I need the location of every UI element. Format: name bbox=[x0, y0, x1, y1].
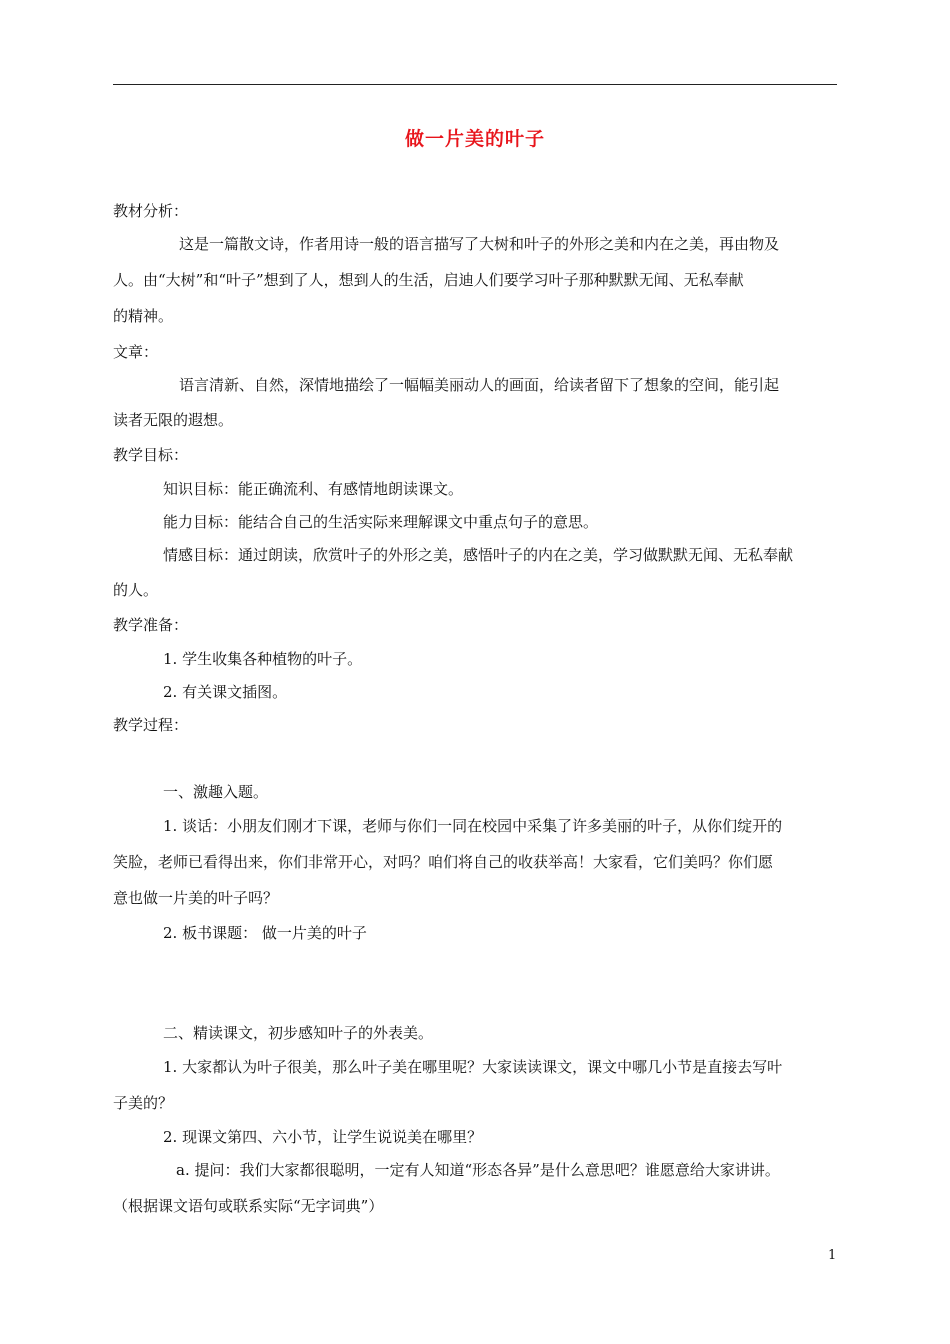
paragraph-line: 2. 现课文第四、六小节，让学生说说美在哪里？ bbox=[163, 1128, 483, 1146]
list-item: 1. 学生收集各种植物的叶子。 bbox=[163, 650, 363, 668]
paragraph-line: 1. 大家都认为叶子很美，那么叶子美在哪里呢？大家读读课文，课文中哪几小节是直接去写叶 bbox=[163, 1058, 783, 1076]
paragraph-line: 这是一篇散文诗，作者用诗一般的语言描写了大树和叶子的外形之美和内在之美，再由物及 bbox=[179, 235, 780, 253]
paragraph-line: 意也做一片美的叶子吗？ bbox=[113, 889, 279, 907]
section-heading: 教学目标： bbox=[113, 446, 189, 464]
paragraph-line: 笑脸，老师已看得出来，你们非常开心，对吗？咱们将自己的收获举高！大家看，它们美吗？你们愿 bbox=[113, 853, 774, 871]
paragraph-line: 的人。 bbox=[113, 581, 159, 599]
section-heading: 教学准备： bbox=[113, 616, 189, 634]
paragraph-line: 情感目标：通过朗读，欣赏叶子的外形之美，感悟叶子的内在之美，学习做默默无闻、无私奉献 bbox=[163, 546, 794, 564]
page-number: 1 bbox=[828, 1248, 837, 1263]
step-heading: 一、激趣入题。 bbox=[163, 783, 269, 801]
step-heading: 二、精读课文，初步感知叶子的外表美。 bbox=[163, 1024, 434, 1042]
document-title: 做一片美的叶子 bbox=[404, 128, 545, 150]
paragraph-line: 语言清新、自然，深情地描绘了一幅幅美丽动人的画面，给读者留下了想象的空间，能引起 bbox=[179, 376, 780, 394]
paragraph-line: 的精神。 bbox=[113, 307, 174, 325]
section-heading: 文章： bbox=[113, 343, 159, 361]
paragraph-line: 读者无限的遐想。 bbox=[113, 411, 234, 429]
header-rule bbox=[113, 84, 837, 85]
paragraph-line: 子美的？ bbox=[113, 1094, 174, 1112]
paragraph-line: 人。由“大树”和“叶子”想到了人，想到人的生活，启迪人们要学习叶子那种默默无闻、无私奉献 bbox=[113, 271, 744, 289]
paragraph-line: 1. 谈话：小朋友们刚才下课，老师与你们一同在校园中采集了许多美丽的叶子，从你们绽开的 bbox=[163, 817, 783, 835]
section-heading: 教学过程： bbox=[113, 716, 189, 734]
section-heading: 教材分析： bbox=[113, 202, 189, 220]
paragraph-line: 2. 板书课题： 做一片美的叶子 bbox=[163, 924, 367, 942]
paragraph-line: a. 提问：我们大家都很聪明，一定有人知道“形态各异”是什么意思吧？谁愿意给大家讲讲。 bbox=[176, 1161, 780, 1179]
paragraph-line: （根据课文语句或联系实际“无字词典”） bbox=[113, 1197, 384, 1215]
list-item: 2. 有关课文插图。 bbox=[163, 683, 288, 701]
paragraph-line: 知识目标：能正确流利、有感情地朗读课文。 bbox=[163, 480, 464, 498]
paragraph-line: 能力目标：能结合自己的生活实际来理解课文中重点句子的意思。 bbox=[163, 513, 599, 531]
